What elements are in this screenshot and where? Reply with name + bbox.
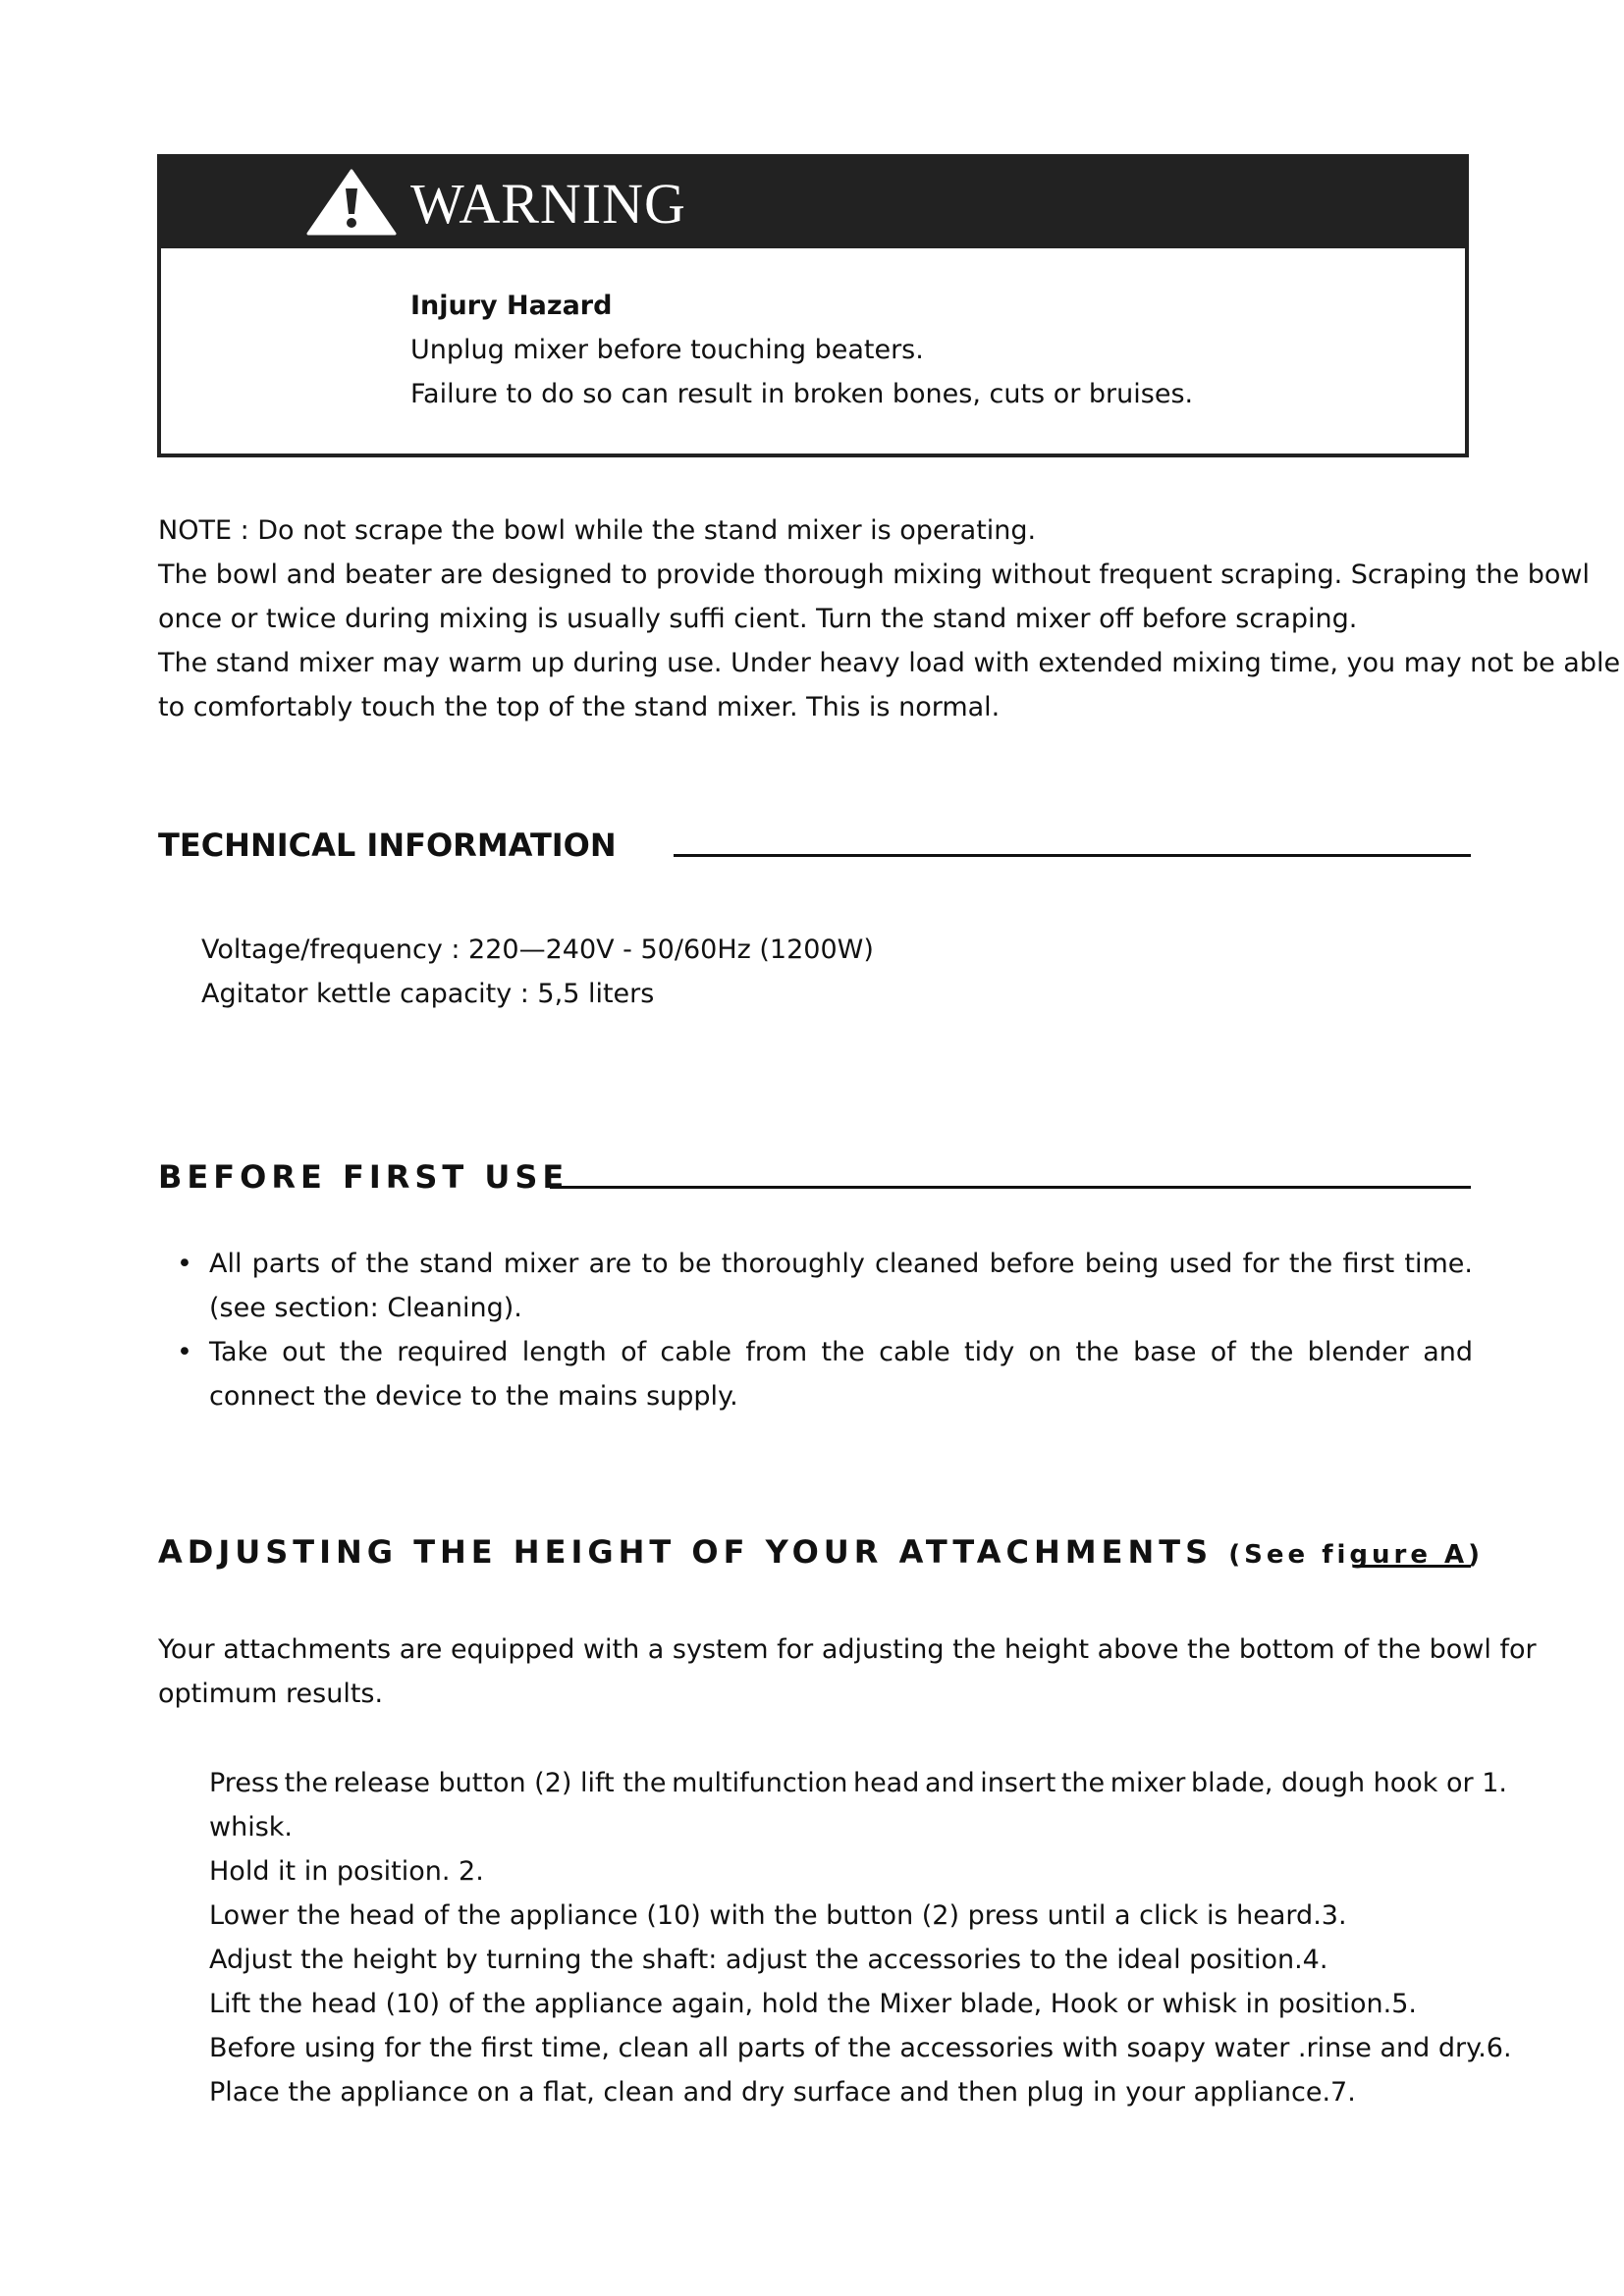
warning-line: Failure to do so can result in broken bones, cuts or bruises. xyxy=(410,379,1194,409)
before-first-use-rule xyxy=(550,1186,1471,1189)
adjusting-heading xyxy=(158,1533,1484,1571)
step-1-word: Press xyxy=(209,1768,280,1798)
step: Lift the head (10) of the appliance again, hold the Mixer blade, Hook or whisk in position.5. xyxy=(209,1989,1417,2019)
step-1-word: and xyxy=(924,1768,975,1798)
technical-heading-rule xyxy=(674,854,1471,857)
list-item: • Take out the required length of cable from the cable tidy on the base of the blender and connect the device to the mains supply. xyxy=(177,1330,1473,1418)
note-line: The bowl and beater are designed to provide thorough mixing without frequent scraping. Scraping the bowl xyxy=(158,560,1590,590)
adjusting-intro xyxy=(158,1628,1537,1716)
adjusting-steps xyxy=(209,1761,1525,2114)
voltage-spec: Voltage/frequency : 220—240V - 50/60Hz (1200W) xyxy=(201,934,874,965)
adjusting-heading-figure-ref: (See figure A) xyxy=(1228,1540,1485,1570)
warning-triangle-icon xyxy=(306,169,397,238)
step-1-word: the xyxy=(284,1768,328,1798)
warning-box xyxy=(157,154,1469,457)
step-1 xyxy=(209,1761,1507,1805)
note-line: NOTE : Do not scrape the bowl while the stand mixer is operating. xyxy=(158,515,1037,546)
adjusting-heading-rule xyxy=(1353,1565,1471,1568)
step-1-continued: whisk. xyxy=(209,1812,293,1842)
step-1-word: multifunction xyxy=(672,1768,848,1798)
list-item: • All parts of the stand mixer are to be thoroughly cleaned before being used for the first time. (see section: Cleaning). xyxy=(177,1242,1473,1330)
step: Place the appliance on a flat, clean and dry surface and then plug in your appliance.7. xyxy=(209,2077,1356,2108)
step-1-word: the xyxy=(1060,1768,1106,1798)
note-paragraph xyxy=(158,508,1621,729)
adjusting-heading-text: ADJUSTING THE HEIGHT OF YOUR ATTACHMENTS xyxy=(158,1533,1214,1571)
warning-title: WARNING xyxy=(410,171,686,236)
step: Adjust the height by turning the shaft: adjust the accessories to the ideal position.4. xyxy=(209,1945,1328,1975)
warning-line: Unplug mixer before touching beaters. xyxy=(410,335,924,365)
note-line: once or twice during mixing is usually suffi cient. Turn the stand mixer off before scraping. xyxy=(158,604,1358,634)
technical-specs xyxy=(201,928,1566,1016)
step: Lower the head of the appliance (10) with the button (2) press until a click is heard.3. xyxy=(209,1900,1347,1931)
step-1-word: release button (2) lift the xyxy=(333,1768,667,1798)
technical-heading: TECHNICAL INFORMATION xyxy=(158,827,617,864)
note-line: to comfortably touch the top of the stand mixer. This is normal. xyxy=(158,692,1001,722)
intro-line: optimum results. xyxy=(158,1679,384,1709)
step: Before using for the first time, clean all parts of the accessories with soapy water .rinse and dry.6. xyxy=(209,2033,1512,2063)
hazard-title: Injury Hazard xyxy=(410,291,613,321)
step-1-word: mixer xyxy=(1110,1768,1186,1798)
capacity-spec: Agitator kettle capacity : 5,5 liters xyxy=(201,979,655,1009)
intro-line: Your attachments are equipped with a system for adjusting the height above the bottom of the bowl for xyxy=(158,1634,1537,1665)
step-1-word: insert xyxy=(980,1768,1056,1798)
step: Hold it in position. 2. xyxy=(209,1856,484,1887)
step-1-word: blade, dough hook or 1. xyxy=(1190,1768,1507,1798)
warning-header xyxy=(161,158,1465,248)
step-1-word: head xyxy=(852,1768,920,1798)
before-first-use-heading: BEFORE FIRST USE xyxy=(158,1158,569,1196)
before-first-use-list xyxy=(177,1242,1473,1418)
warning-body xyxy=(410,284,1193,416)
note-line: The stand mixer may warm up during use. Under heavy load with extended mixing time, you may not be able xyxy=(158,648,1621,678)
